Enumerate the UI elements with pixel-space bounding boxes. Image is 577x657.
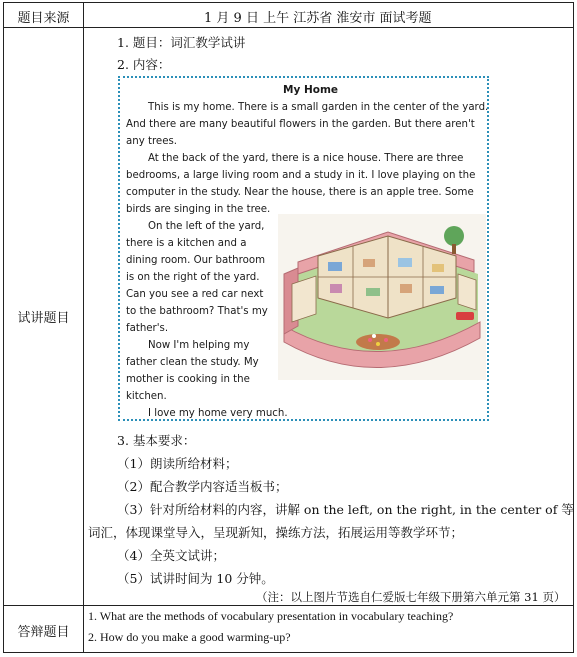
book-line: And there are many beautiful flowers in the garden. But there aren't (126, 119, 475, 130)
content-heading: 2. 内容： (117, 57, 171, 72)
textbook-excerpt (118, 76, 489, 421)
book-line: computer in the study. Near the house, there is an apple tree. Some (126, 187, 474, 198)
defense-question: 1. What are the methods of vocabulary presentation in vocabulary teaching? (88, 609, 454, 623)
book-line: bedrooms, a large living room and a study in it. I love playing on the (126, 170, 476, 181)
book-line: Can you see a red car next (126, 289, 264, 300)
source-label: 题目来源 (17, 11, 70, 26)
book-line: any trees. (126, 136, 178, 147)
book-line: is on the right of the yard. (126, 272, 260, 283)
book-line: kitchen. (126, 391, 167, 402)
requirement-item: （2）配合教学内容适当板书； (117, 479, 288, 494)
book-line: At the back of the yard, there is a nice house. There are three (148, 153, 464, 164)
defense-question: 2. How do you make a good warming-up? (88, 630, 291, 644)
column-divider (83, 3, 84, 652)
requirement-item: （4）全英文试讲； (117, 548, 225, 563)
requirement-item: （3）针对所给材料的内容，讲解 on the left, on the right, in the center of 等 (117, 502, 574, 517)
house-illustration (278, 214, 486, 380)
book-line: mother is cooking in the (126, 374, 250, 385)
defense-label: 答辩题目 (17, 625, 70, 640)
requirements-heading: 3. 基本要求： (117, 433, 196, 448)
book-line: dining room. Our bathroom (126, 255, 265, 266)
book-line: father's. (126, 323, 169, 334)
book-line: to the bathroom? That's my (126, 306, 268, 317)
book-line: Now I'm helping my (148, 340, 250, 351)
requirement-item: 词汇，体现课堂导入，呈现新知，操练方法，拓展运用等教学环节； (88, 525, 464, 540)
book-line: father clean the study. My (126, 357, 259, 368)
row-divider-header (4, 27, 573, 28)
book-line: On the left of the yard, (148, 221, 265, 232)
topic-line: 1. 题目：词汇教学试讲 (117, 35, 246, 50)
requirement-item: （5）试讲时间为 10 分钟。 (117, 571, 274, 586)
book-line: there is a kitchen and a (126, 238, 247, 249)
requirement-item: （1）朗读所给材料； (117, 456, 238, 471)
book-title: My Home (283, 84, 339, 96)
book-line: birds are singing in the tree. (126, 204, 271, 215)
row-divider-defense (4, 605, 573, 606)
header-info: 1 月 9 日 上午 江苏省 淮安市 面试考题 (204, 11, 432, 26)
trial-lecture-label: 试讲题目 (17, 311, 70, 326)
source-note: （注：以上图片节选自仁爱版七年级下册第六单元第 31 页） (256, 590, 566, 604)
interview-table (3, 2, 574, 653)
book-line: I love my home very much. (148, 408, 288, 419)
book-line: This is my home. There is a small garden in the center of the yard. (148, 102, 489, 113)
